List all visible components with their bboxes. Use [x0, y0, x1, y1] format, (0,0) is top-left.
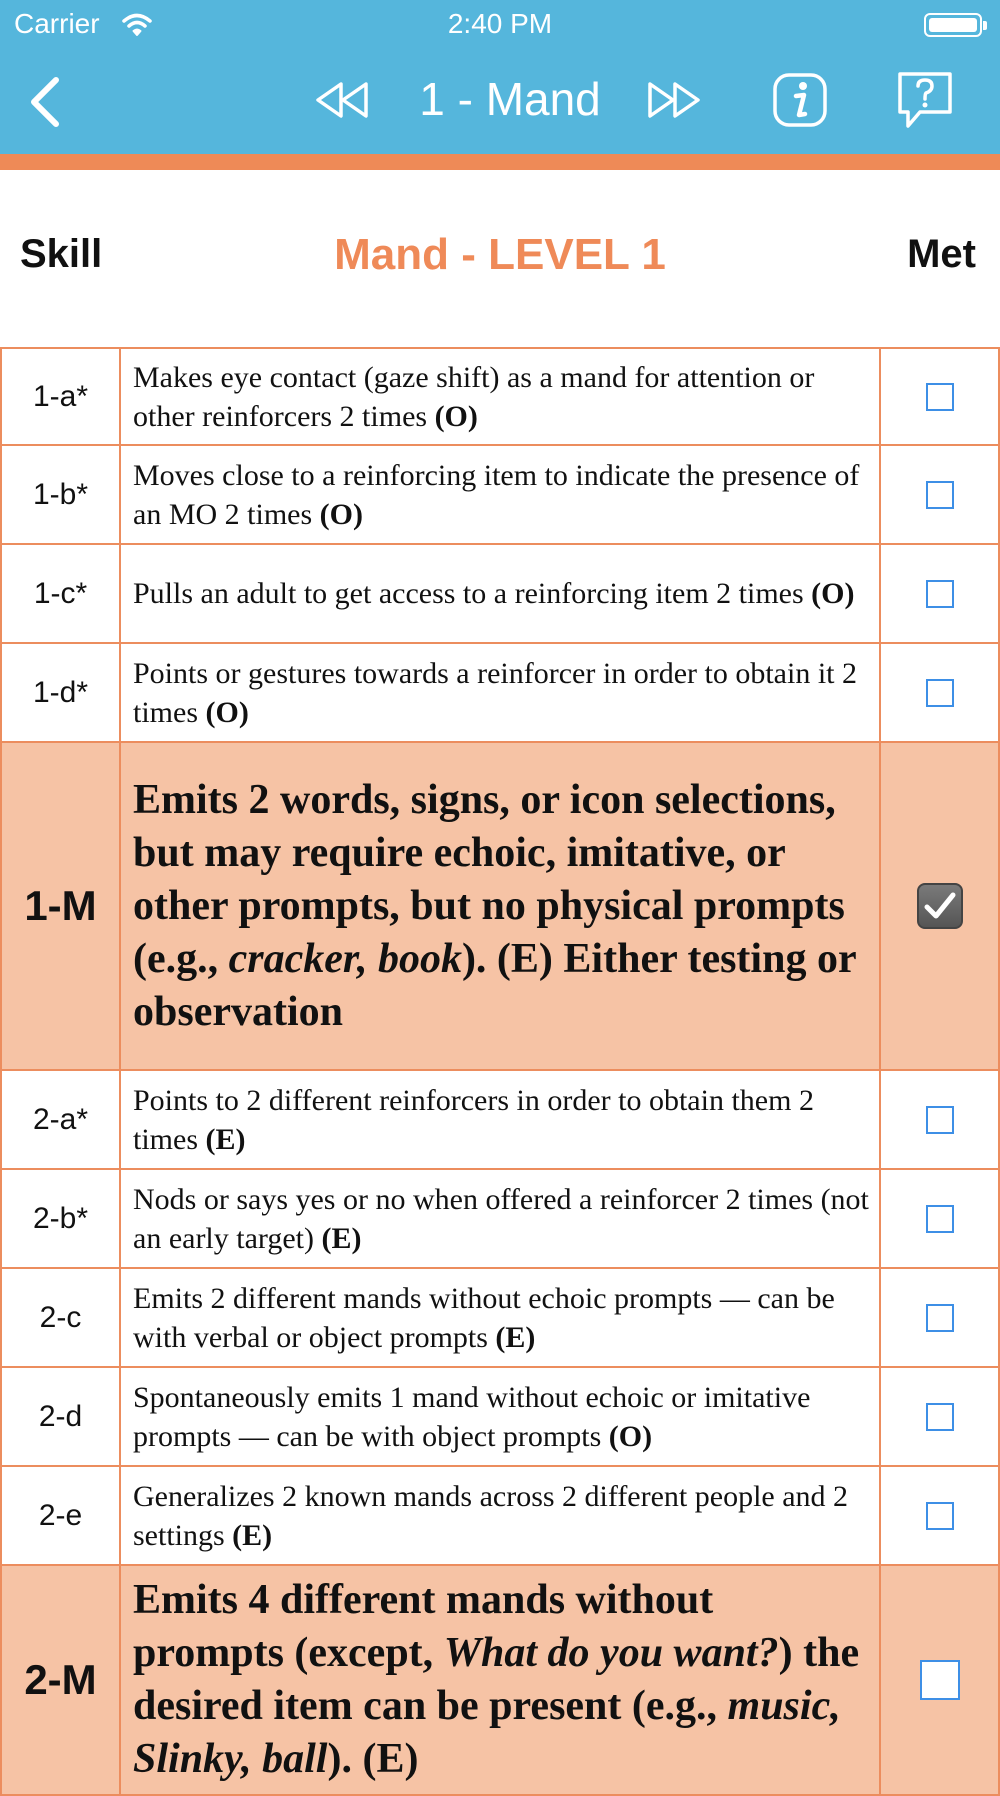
skill-description: Emits 2 different mands without echoic prompts — can be with verbal or object prompts (E) — [121, 1269, 879, 1366]
help-icon[interactable] — [896, 70, 954, 132]
met-cell — [879, 1566, 1000, 1794]
page-title: Mand - LEVEL 1 — [334, 230, 666, 279]
milestone-code: 2-M — [0, 1566, 121, 1794]
skill-code: 1-a* — [0, 349, 121, 444]
skill-description: Generalizes 2 known mands across 2 different people and 2 settings (E) — [121, 1467, 879, 1564]
met-cell — [879, 349, 1000, 444]
met-checkbox[interactable] — [926, 481, 954, 509]
milestone-description: Emits 4 different mands without prompts (except, What do you want?) the desired item can be present (e.g., music, Slinky, ball). (E) — [121, 1566, 879, 1794]
table-row — [0, 446, 1000, 545]
table-row — [0, 1467, 1000, 1566]
milestone-description: Emits 2 words, signs, or icon selections, but may require echoic, imitative, or other prompts, but no physical prompts (e.g., cracker, book). (E) Either testing or observation — [121, 743, 879, 1069]
table-row — [0, 1170, 1000, 1269]
status-bar — [0, 0, 1000, 50]
skill-description: Nods or says yes or no when offered a reinforcer 2 times (not an early target) (E) — [121, 1170, 879, 1267]
met-cell — [879, 1467, 1000, 1564]
skill-code: 1-d* — [0, 644, 121, 741]
skill-code: 2-b* — [0, 1170, 121, 1267]
met-cell — [879, 1071, 1000, 1168]
nav-title: 1 - Mand — [419, 73, 601, 125]
skill-description: Points or gestures towards a reinforcer in order to obtain it 2 times (O) — [121, 644, 879, 741]
skill-code: 2-d — [0, 1368, 121, 1465]
battery-icon — [924, 13, 982, 37]
table-row — [0, 1071, 1000, 1170]
met-checkbox[interactable] — [920, 1660, 960, 1700]
table-row — [0, 1269, 1000, 1368]
skill-description: Moves close to a reinforcing item to indicate the presence of an MO 2 times (O) — [121, 446, 879, 543]
table-row — [0, 644, 1000, 743]
met-checkbox[interactable] — [926, 383, 954, 411]
met-cell — [879, 1269, 1000, 1366]
nav-accent-line — [0, 154, 1000, 170]
skill-code: 2-a* — [0, 1071, 121, 1168]
table-header — [0, 170, 1000, 350]
checkmark-icon — [923, 891, 957, 921]
table-row — [0, 545, 1000, 644]
info-icon[interactable] — [772, 72, 828, 128]
met-checkbox-checked[interactable] — [917, 883, 963, 929]
milestone-row — [0, 743, 1000, 1071]
skill-code: 1-c* — [0, 545, 121, 642]
skill-code: 2-c — [0, 1269, 121, 1366]
met-cell — [879, 545, 1000, 642]
met-checkbox[interactable] — [926, 1502, 954, 1530]
skills-table — [0, 347, 1000, 1796]
met-cell — [879, 743, 1000, 1069]
nav-bar — [0, 50, 1000, 154]
skill-description: Points to 2 different reinforcers in order to obtain them 2 times (E) — [121, 1071, 879, 1168]
table-row — [0, 347, 1000, 446]
skill-code: 1-b* — [0, 446, 121, 543]
skill-description: Spontaneously emits 1 mand without echoic or imitative prompts — can be with object prompts (O) — [121, 1368, 879, 1465]
status-time: 2:40 PM — [447, 8, 553, 39]
met-checkbox[interactable] — [926, 1304, 954, 1332]
skill-description: Pulls an adult to get access to a reinforcing item 2 times (O) — [121, 545, 879, 642]
skill-code: 2-e — [0, 1467, 121, 1564]
skill-description: Makes eye contact (gaze shift) as a mand for attention or other reinforcers 2 times (O) — [121, 349, 879, 444]
table-row — [0, 1368, 1000, 1467]
next-skill-icon[interactable] — [646, 80, 702, 120]
met-checkbox[interactable] — [926, 679, 954, 707]
carrier-label: Carrier — [14, 8, 100, 39]
met-checkbox[interactable] — [926, 1205, 954, 1233]
met-cell — [879, 1170, 1000, 1267]
met-checkbox[interactable] — [926, 1403, 954, 1431]
back-chevron-icon[interactable] — [26, 76, 62, 128]
met-cell — [879, 644, 1000, 741]
met-cell — [879, 446, 1000, 543]
met-cell — [879, 1368, 1000, 1465]
milestone-code: 1-M — [0, 743, 121, 1069]
met-column-header: Met — [907, 232, 976, 276]
met-checkbox[interactable] — [926, 1106, 954, 1134]
milestone-row — [0, 1566, 1000, 1796]
skill-column-header: Skill — [20, 232, 103, 276]
previous-skill-icon[interactable] — [314, 80, 370, 120]
met-checkbox[interactable] — [926, 580, 954, 608]
